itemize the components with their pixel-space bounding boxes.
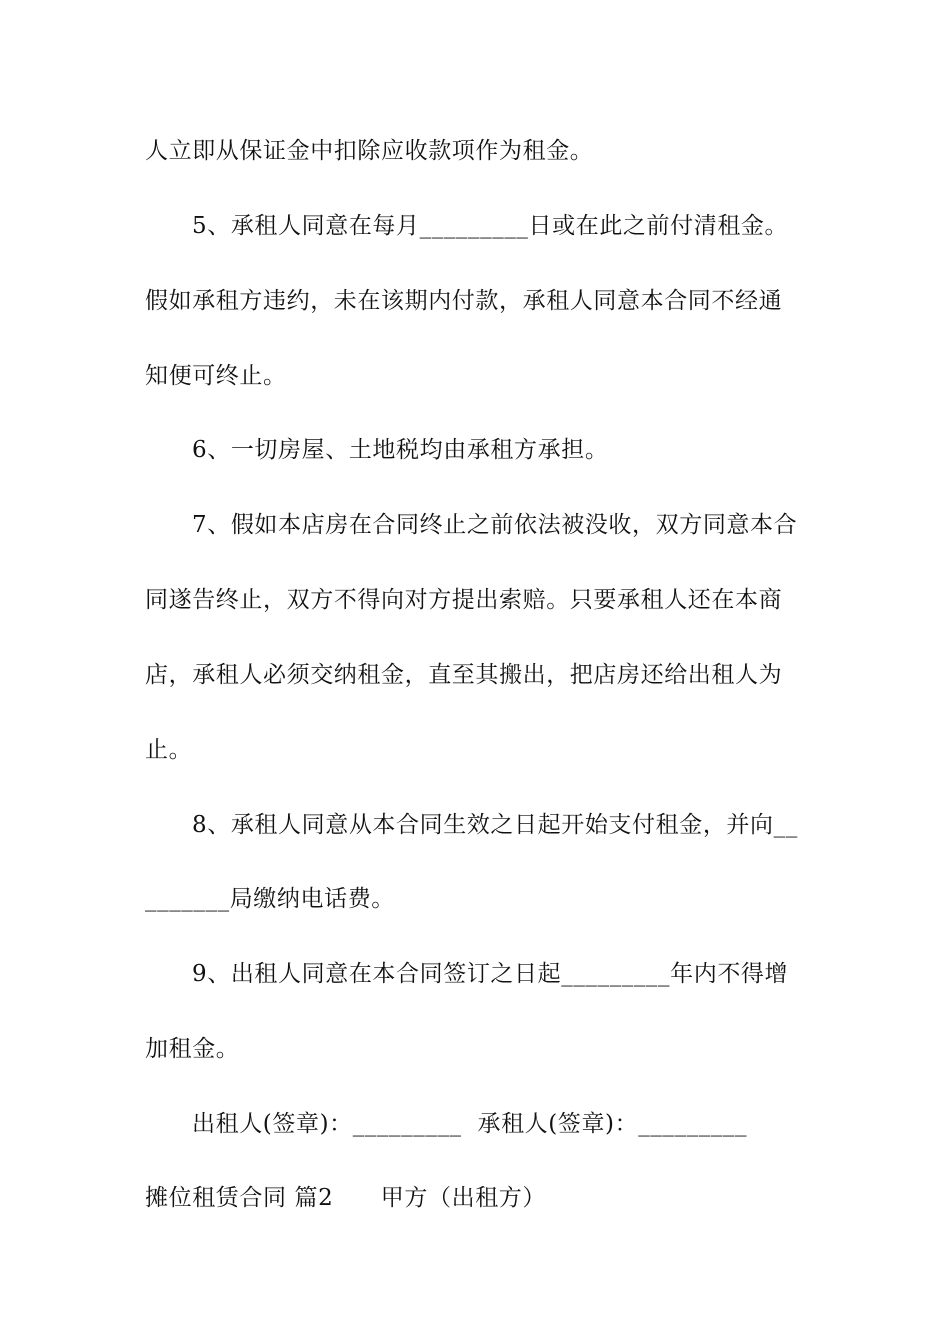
- clause-7-line: 7、假如本店房在合同终止之前依法被没收，双方同意本合: [192, 512, 798, 538]
- paragraph-line: 同遂告终止，双方不得向对方提出索赔。只要承租人还在本商: [145, 587, 783, 613]
- clause-5-line: 5、承租人同意在每月_________日或在此之前付清租金。: [192, 213, 789, 239]
- paragraph-line: 店，承租人必须交纳租金，直至其搬出，把店房还给出租人为: [145, 662, 783, 688]
- paragraph-line: 假如承租方违约，未在该期内付款，承租人同意本合同不经通: [145, 288, 783, 314]
- section-heading: 摊位租赁合同 篇2 甲方（出租方）: [145, 1185, 547, 1211]
- paragraph-line: 加租金。: [145, 1036, 240, 1062]
- clause-9-line: 9、出租人同意在本合同签订之日起_________年内不得增: [192, 961, 789, 987]
- clause-8-line: 8、承租人同意从本合同生效之日起开始支付租金，并向__: [192, 812, 798, 838]
- paragraph-line: _______局缴纳电话费。: [145, 886, 395, 912]
- clause-6-line: 6、一切房屋、土地税均由承租方承担。: [192, 437, 609, 463]
- paragraph-line: 止。: [145, 737, 193, 763]
- paragraph-line: 知便可终止。: [145, 363, 287, 389]
- signature-line: 出租人(签章)：_________ 承租人(签章)：_________: [192, 1111, 748, 1137]
- paragraph-line: 人立即从保证金中扣除应收款项作为租金。: [145, 138, 594, 164]
